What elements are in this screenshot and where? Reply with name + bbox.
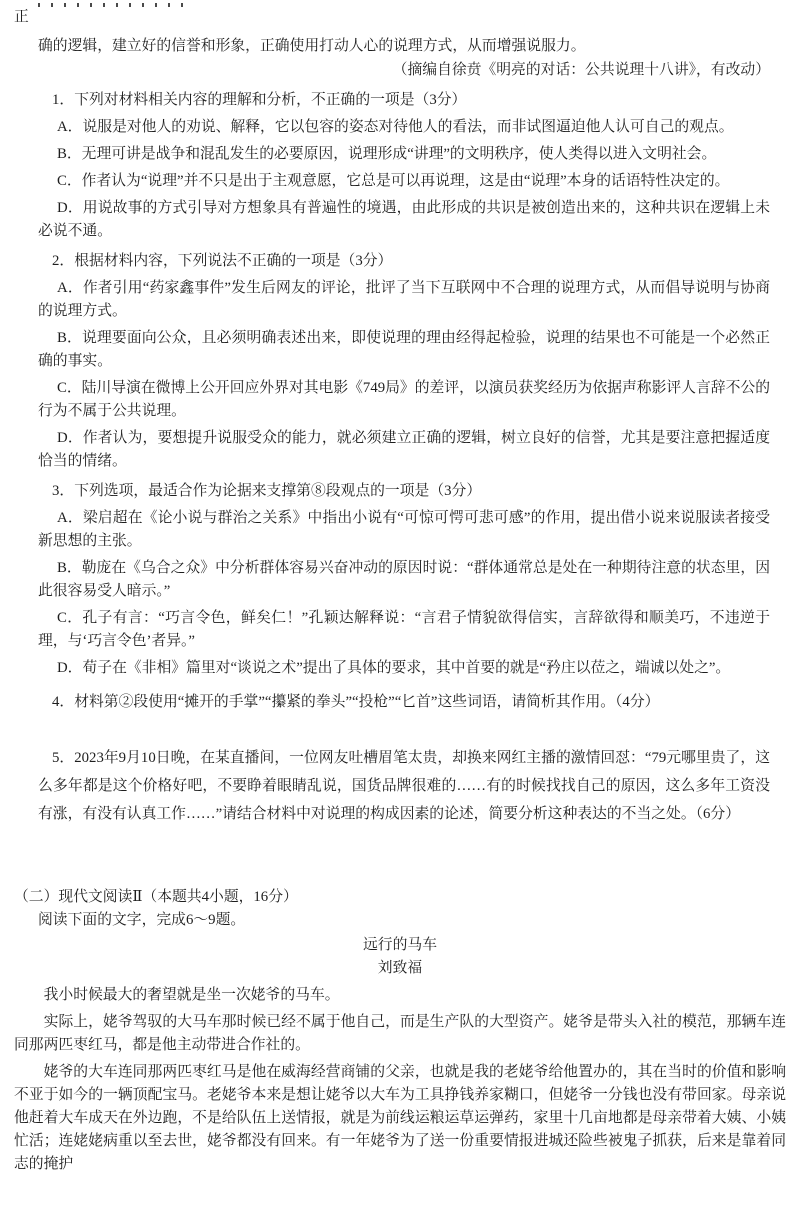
question-2-option-c: C．陆川导演在微博上公开回应外界对其电影《749局》的差评，以演员获奖经历为依据声称影评人言辞不公的行为不属于公共说理。 bbox=[38, 380, 770, 419]
question-2-option-d: D．作者认为，要想提升说服受众的能力，就必须建立正确的逻辑，树立良好的信誉，尤其是要注意把握适度恰当的情绪。 bbox=[38, 430, 770, 469]
question-2-stem: 2．根据材料内容，下列说法不正确的一项是（3分） bbox=[52, 253, 393, 269]
question-1-option-a: A．说服是对他人的劝说、解释，它以包容的姿态对待他人的看法，而非试图逼迫他人认可自己的观点。 bbox=[57, 119, 734, 135]
passage-author: 刘致福 bbox=[377, 960, 423, 976]
passage-paragraph-3: 姥爷的大车连同那两匹枣红马是他在威海经营商铺的父亲，也就是我的老姥爷给他置办的，其在当时的价值和影响不亚于如今的一辆顶配宝马。老姥爷本来是想让姥爷以大车为工具挣钱养家糊口，但姥爷一分钱也没有带回家。母亲说他赶着大车成天在外边跑，不是给队伍上送情报，就是为前线运粮运草运弹药，家里十几亩地都是母亲带着大姨、小姨忙活；连姥姥病重以至去世，姥爷都没有回来。有一年姥爷为了送一份重要情报进城还险些被鬼子抓获，后来是靠着同志的掩护 bbox=[14, 1064, 786, 1172]
material-ending-line: 确的逻辑，建立好的信誉和形象，正确使用打动人心的说理方式，从而增强说服力。 bbox=[38, 38, 586, 54]
reading-one-questions bbox=[38, 35, 770, 828]
question-2 bbox=[38, 250, 770, 473]
passage-title: 远行的马车 bbox=[363, 937, 437, 953]
question-1-option-b: B．无理可讲是战争和混乱发生的必要原因，说理形成“讲理”的文明秩序，使人类得以进入文明社会。 bbox=[57, 146, 717, 162]
passage-paragraph-1: 我小时候最大的奢望就是坐一次姥爷的马车。 bbox=[43, 987, 340, 1003]
question-3-stem: 3．下列选项，最适合作为论据来支撑第⑧段观点的一项是（3分） bbox=[52, 483, 482, 499]
question-1-stem: 1．下列对材料相关内容的理解和分析，不正确的一项是（3分） bbox=[52, 92, 467, 108]
section-two-instruction: 阅读下面的文字，完成6～9题。 bbox=[38, 912, 246, 928]
marginal-char: 正 bbox=[14, 9, 29, 25]
question-3-option-a: A．梁启超在《论小说与群治之关系》中指出小说有“可惊可愕可悲可感”的作用，提出借小说来说服读者接受新思想的主张。 bbox=[38, 510, 770, 549]
question-1 bbox=[38, 89, 770, 243]
clipped-line-remnant bbox=[14, 0, 786, 7]
material-source-line: （摘编自徐贲《明亮的对话：公共说理十八讲》，有改动） bbox=[392, 62, 770, 78]
section-two-heading: （二）现代文阅读Ⅱ（本题共4小题，16分） bbox=[14, 889, 298, 905]
question-2-option-b: B．说理要面向公众，且必须明确表述出来，即使说理的理由经得起检验，说理的结果也不可能是一个必然正确的事实。 bbox=[38, 330, 770, 369]
question-5: 5．2023年9月10日晚，在某直播间，一位网友吐槽眉笔太贵，却换来网红主播的激情回怼：“79元哪里贵了，这么多年都是这个价格好吧，不要睁着眼睛乱说，国货品牌很难的……有的时候找找自己的原因，这么多年工资没有涨，有没有认真工作……”请结合材料中对说理的构成因素的论述，简要分析这种表达的不当之处。（6分） bbox=[38, 750, 770, 822]
reading-two-section bbox=[14, 886, 786, 1176]
question-4: 4．材料第②段使用“摊开的手掌”“攥紧的拳头”“投枪”“匕首”这些词语，请简析其作用。（4分） bbox=[52, 694, 660, 710]
question-3-option-b: B．勒庞在《乌合之众》中分析群体容易兴奋冲动的原因时说：“群体通常总是处在一种期待注意的状态里，因此很容易受人暗示。” bbox=[38, 560, 770, 599]
passage-paragraph-2: 实际上，姥爷驾驭的大马车那时候已经不属于他自己，而是生产队的大型资产。姥爷是带头入社的模范，那辆车连同那两匹枣红马，都是他主动带进合作社的。 bbox=[14, 1014, 786, 1053]
question-3-option-d: D．荀子在《非相》篇里对“谈说之术”提出了具体的要求，其中首要的就是“矜庄以莅之，端诚以处之”。 bbox=[57, 660, 731, 676]
question-3 bbox=[38, 480, 770, 680]
question-3-option-c: C．孔子有言：“巧言令色，鲜矣仁！”孔颖达解释说：“言君子情貌欲得信实，言辞欲得和顺美巧，不违逆于理，与‘巧言令色’者异。” bbox=[38, 610, 770, 649]
question-2-option-a: A．作者引用“药家鑫事件”发生后网友的评论，批评了当下互联网中不合理的说理方式，从而倡导说明与协商的说理方式。 bbox=[38, 280, 770, 319]
question-1-option-c: C．作者认为“说理”并不只是出于主观意愿，它总是可以再说理，这是由“说理”本身的话语特性决定的。 bbox=[57, 173, 730, 189]
question-1-option-d: D．用说故事的方式引导对方想象具有普遍性的境遇，由此形成的共识是被创造出来的，这种共识在逻辑上未必说不通。 bbox=[38, 200, 770, 239]
